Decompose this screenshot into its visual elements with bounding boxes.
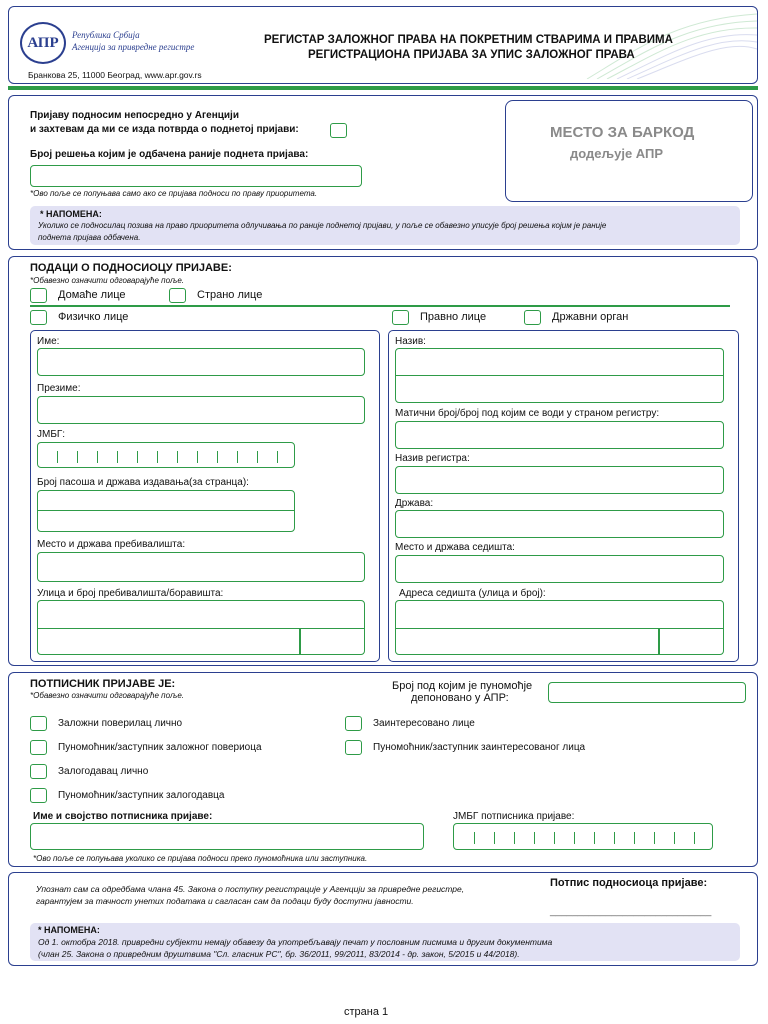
residence-label: Место и држава пребивалишта: [37, 539, 186, 550]
interested-proxy-label: Пуномоћник/заступник заинтересованог лица [373, 742, 586, 753]
signer-footer-hint: *Ово поље се попуњава уколико се пријава подноси преко пуномоћника или заступника. [33, 854, 368, 863]
domestic-checkbox[interactable] [30, 288, 47, 303]
interested-party-checkbox[interactable] [345, 716, 362, 731]
form-title-line2: РЕГИСТРАЦИОНА ПРИЈАВА ЗА УПИС ЗАЛОЖНОГ ПРАВА [308, 49, 635, 61]
signer-jmbg-tick [654, 832, 655, 844]
pledgor-proxy-checkbox[interactable] [30, 788, 47, 803]
street-label: Улица и број пребивалишта/боравишта: [37, 588, 224, 599]
signer-jmbg-tick [634, 832, 635, 844]
jmbg-tick [197, 451, 198, 463]
pledgor-personally-checkbox[interactable] [30, 764, 47, 779]
jmbg-tick [237, 451, 238, 463]
jmbg-label: ЈМБГ: [37, 429, 66, 440]
foreign-checkbox[interactable] [169, 288, 186, 303]
signer-jmbg-label: ЈМБГ потписника пријаве: [453, 811, 575, 822]
jmbg-tick [97, 451, 98, 463]
seat-label: Место и држава седишта: [395, 542, 515, 553]
confirmation-checkbox[interactable] [330, 123, 347, 138]
signer-jmbg-tick [614, 832, 615, 844]
signer-jmbg-tick [694, 832, 695, 844]
jmbg-tick [57, 451, 58, 463]
street-input-divider [38, 628, 364, 629]
note2-title: * НАПОМЕНА: [38, 925, 100, 935]
pledgee-personally-checkbox[interactable] [30, 716, 47, 731]
natural-person-checkbox[interactable] [30, 310, 47, 325]
form-title-line1: РЕГИСТАР ЗАЛОЖНОГ ПРАВА НА ПОКРЕТНИМ СТВАРИМА И ПРАВИМА [264, 34, 673, 46]
header-divider [8, 86, 758, 90]
jmbg-tick [117, 451, 118, 463]
entity-name-divider [396, 375, 723, 376]
jmbg-tick [257, 451, 258, 463]
street-number-divider [299, 628, 301, 655]
barcode-title: МЕСТО ЗА БАРКОД [550, 124, 695, 141]
jmbg-tick [137, 451, 138, 463]
surname-input[interactable] [37, 396, 365, 424]
note1-title: * НАПОМЕНА: [40, 209, 102, 219]
signer-jmbg-tick [574, 832, 575, 844]
proxy-label-line2: депоновано у АПР: [411, 692, 509, 704]
submit-line2: и захтевам да ми се изда потврда о поднетој пријави: [30, 124, 299, 135]
jmbg-tick [277, 451, 278, 463]
pledgee-personally-label: Заложни поверилац лично [58, 718, 183, 729]
country-input[interactable] [395, 510, 724, 538]
passport-input[interactable] [37, 490, 295, 532]
registry-name-input[interactable] [395, 466, 724, 494]
logo-line2: Агенција за привредне регистре [72, 42, 195, 52]
applicant-hint: *Обавезно означити одговарајуће поље. [30, 276, 184, 285]
reg-number-input[interactable] [395, 421, 724, 449]
natural-person-label: Физичко лице [58, 311, 129, 323]
jmbg-tick [157, 451, 158, 463]
legal-entity-label: Правно лице [420, 311, 487, 323]
logo-text: АПР [27, 34, 59, 51]
foreign-label: Страно лице [197, 289, 263, 301]
signer-jmbg-tick [674, 832, 675, 844]
proxy-label-line1: Број под којим је пуномоћје [392, 680, 533, 692]
page-number: страна 1 [344, 1006, 389, 1018]
interested-party-label: Заинтересовано лице [373, 718, 475, 729]
proxy-number-input[interactable] [548, 682, 746, 703]
signature-line[interactable]: _____________________________ [550, 906, 712, 917]
state-body-checkbox[interactable] [524, 310, 541, 325]
jmbg-tick [217, 451, 218, 463]
submit-line1: Пријаву подносим непосредно у Агенцији [30, 110, 239, 121]
name-label: Име: [37, 336, 60, 347]
barcode-subtitle: додељује АПР [570, 146, 664, 161]
note1-line2: поднета пријава одбачена. [38, 233, 141, 242]
signer-jmbg-tick [554, 832, 555, 844]
signature-label: Потпис подносиоца пријаве: [550, 877, 708, 889]
declaration-line1: Упознат сам са одредбама члана 45. Закона о поступку регистрације у Агенцији за привредне регистре, [36, 884, 465, 894]
signer-name-label: Име и својство потписника пријаве: [33, 811, 213, 822]
pledgee-proxy-checkbox[interactable] [30, 740, 47, 755]
signer-jmbg-tick [474, 832, 475, 844]
passport-input-divider [38, 510, 294, 511]
applicant-divider [30, 305, 730, 307]
passport-label: Број пасоша и држава издавања(за странца): [37, 477, 249, 488]
reg-number-label: Матични број/број под којим се води у страном регистру: [395, 408, 660, 419]
note2-line1: Од 1. октобра 2018. привредни субјекти немају обавезу да употребљавају печат у пословним писмима и другим документима [38, 937, 553, 947]
domestic-label: Домаће лице [58, 289, 126, 301]
signer-title: ПОТПИСНИК ПРИЈАВЕ ЈЕ: [30, 678, 176, 690]
seat-address-label: Адреса седишта (улица и број): [399, 588, 546, 599]
declaration-line2: гарантујем за тачност унетих података и сагласан сам да подаци буду доступни јавности. [36, 896, 414, 906]
signer-name-input[interactable] [30, 823, 424, 850]
name-input[interactable] [37, 348, 365, 376]
seat-input[interactable] [395, 555, 724, 583]
note2-line2: (члан 25. Закона о привредним друштвима "Сл. гласник РС", бр. 36/2011, 99/2011, 83/2014 - др. закон, 5/2015 и 44/2018). [38, 949, 520, 959]
country-label: Држава: [395, 498, 434, 509]
apr-logo [20, 22, 66, 64]
entity-name-label: Назив: [395, 336, 426, 347]
signer-jmbg-tick [594, 832, 595, 844]
rejected-label: Број решења којим је одбачена раније поднета пријава: [30, 149, 309, 160]
signer-hint: *Обавезно означити одговарајуће поље. [30, 691, 184, 700]
seat-number-divider [658, 628, 660, 655]
applicant-title: ПОДАЦИ О ПОДНОСИОЦУ ПРИЈАВЕ: [30, 262, 232, 274]
signer-jmbg-tick [494, 832, 495, 844]
header-address: Бранкова 25, 11000 Београд, www.apr.gov.rs [28, 70, 202, 80]
signer-jmbg-tick [514, 832, 515, 844]
interested-proxy-checkbox[interactable] [345, 740, 362, 755]
residence-input[interactable] [37, 552, 365, 582]
rejected-decision-input[interactable] [30, 165, 362, 187]
legal-entity-checkbox[interactable] [392, 310, 409, 325]
note1-line1: Уколико се подносилац позива на право приоритета одлучивања по раније поднетој пријави, у поље се обавезно уписује број решења којим је раније [38, 221, 607, 230]
pledgor-personally-label: Залогодавац лично [58, 766, 149, 777]
surname-label: Презиме: [37, 383, 81, 394]
logo-line1: Република Србија [72, 30, 140, 40]
rejected-hint: *Ово поље се попуњава само ако се пријава подноси по праву приоритета. [30, 189, 318, 198]
jmbg-tick [77, 451, 78, 463]
pledgor-proxy-label: Пуномоћник/заступник залогодавца [58, 790, 225, 801]
jmbg-tick [177, 451, 178, 463]
signer-jmbg-tick [534, 832, 535, 844]
seat-address-divider [396, 628, 723, 629]
pledgee-proxy-label: Пуномоћник/заступник заложног повериоца [58, 742, 262, 753]
state-body-label: Државни орган [552, 311, 629, 323]
registry-name-label: Назив регистра: [395, 453, 470, 464]
